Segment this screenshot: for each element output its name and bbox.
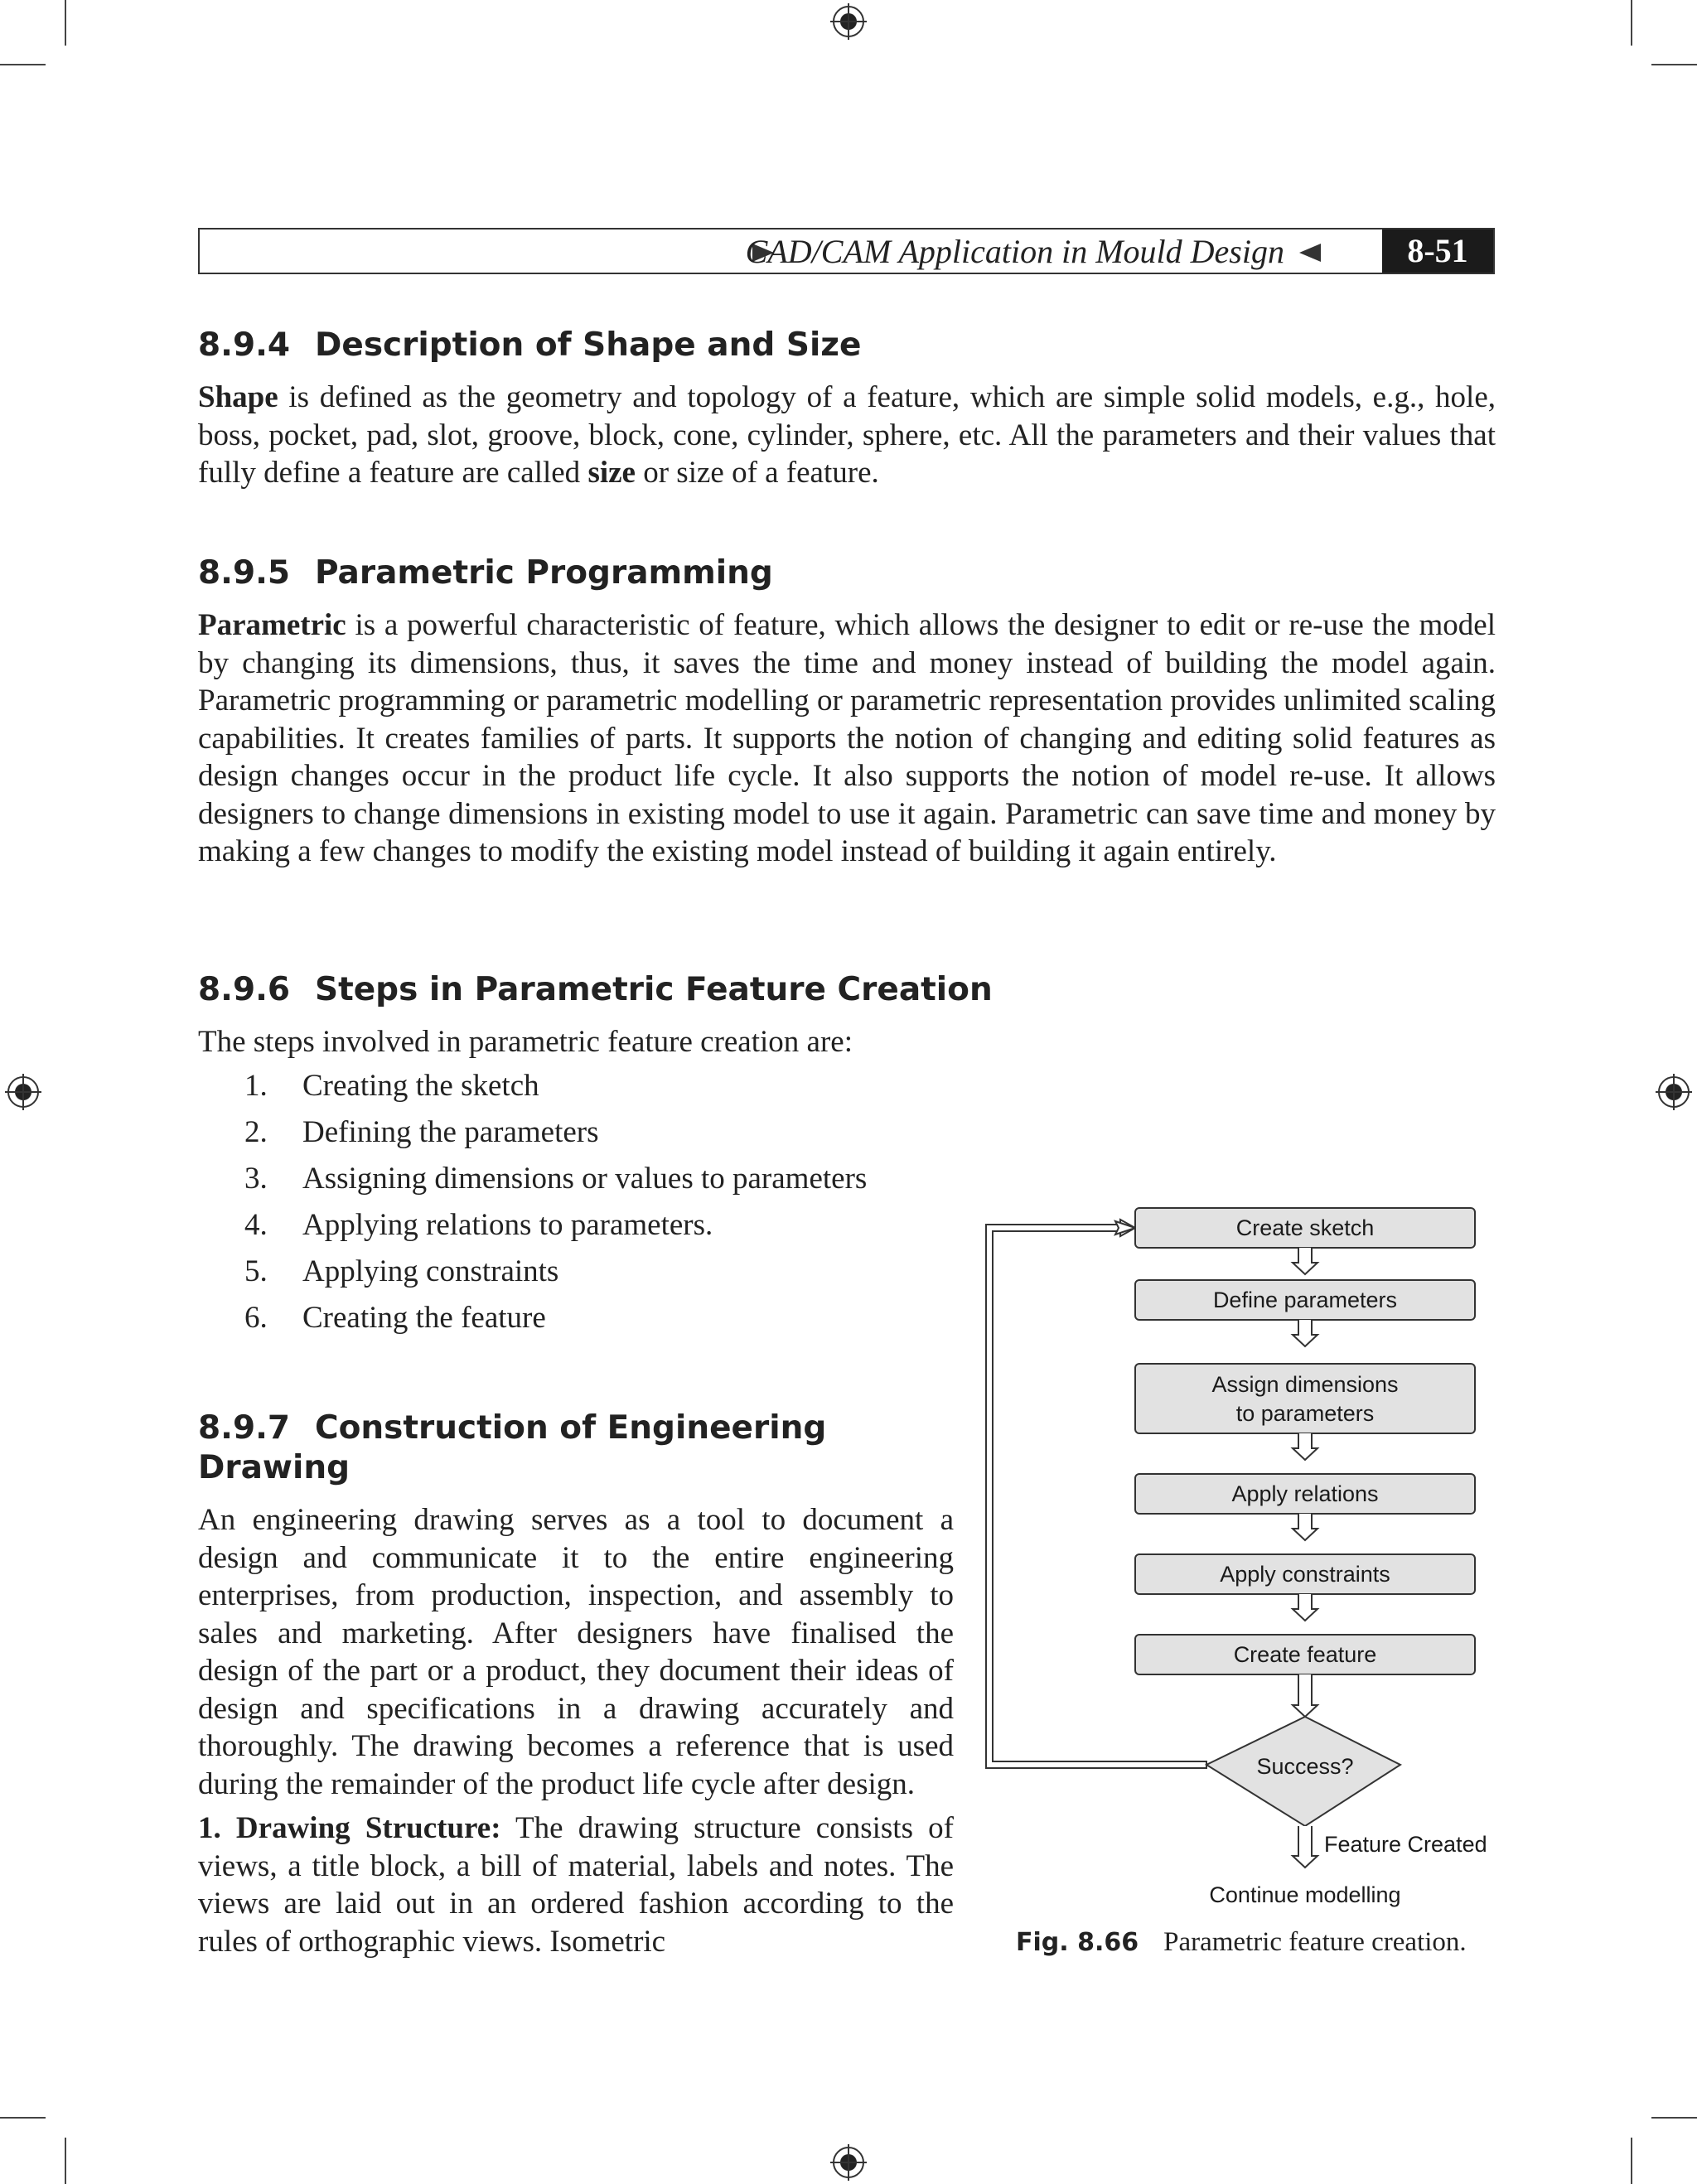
figure-caption-text: Parametric feature creation.: [1163, 1927, 1467, 1957]
paragraph-text: is defined as the geometry and topology of a feature, which are simple solid models, e.g., hole, boss, pocket, pad, slot, groove, block, cone, cylinder, sphere, etc. All the parameters and their values that fully define a feature are called: [198, 380, 1496, 490]
step-label: Define parameters: [1212, 1288, 1398, 1312]
crop-mark: [1631, 0, 1632, 46]
section-title: Description of Shape and Size: [315, 326, 862, 364]
flow-arrow: [1293, 1826, 1317, 1868]
list-item: [198, 1109, 1496, 1156]
section-8-9-5: [198, 553, 1496, 871]
section-8-9-4: [198, 326, 1496, 492]
step-label: Create sketch: [1235, 1215, 1375, 1240]
step-box-create-sketch: [1135, 1208, 1475, 1248]
list-number: 4.: [244, 1207, 268, 1242]
term-shape: Shape: [198, 380, 278, 414]
list-text: Defining the parameters: [302, 1114, 599, 1149]
list-text: Creating the sketch: [302, 1068, 539, 1103]
paragraph-text: The drawing structure consists of views, a title block, a bill of material, labels and notes. The views are laid out in an ordered fashion according to the rules of orthographic views. Isometric: [198, 1811, 954, 1959]
registration-mark-icon: [830, 3, 867, 40]
paragraph: [198, 379, 1496, 492]
section-8-9-7: [198, 1408, 954, 1960]
step-box-create-feature: [1135, 1635, 1475, 1674]
paragraph: [198, 1810, 954, 1960]
list-number: 6.: [244, 1300, 268, 1335]
list-text: Applying constraints: [302, 1254, 559, 1288]
list-text: Assigning dimensions or values to parameters: [302, 1161, 868, 1196]
drawing-structure-lead: 1. Drawing Structure:: [198, 1811, 501, 1845]
crop-mark: [65, 0, 66, 46]
paragraph-text: or size of a feature.: [635, 456, 879, 490]
flow-arrow: [1293, 1594, 1317, 1621]
step-label: Apply relations: [1231, 1481, 1379, 1506]
section-heading: [198, 326, 1496, 365]
step-label: Apply constraints: [1220, 1562, 1390, 1587]
steps-intro: The steps involved in parametric feature creation are:: [198, 1025, 853, 1059]
running-title: CAD/CAM Application in Mould Design: [745, 233, 1284, 270]
end-label: Continue modelling: [1209, 1882, 1401, 1907]
figure-8-66: [969, 1193, 1516, 1972]
running-header: [198, 228, 1495, 274]
term-size: size: [587, 456, 636, 490]
list-number: 5.: [244, 1254, 268, 1288]
flow-arrow: [1293, 1674, 1317, 1717]
step-label: Create feature: [1233, 1642, 1377, 1667]
flow-arrow: [1293, 1320, 1317, 1346]
section-number: 8.9.5: [198, 554, 291, 592]
paragraph: An engineering drawing serves as a tool to document a design and communicate it to the entire engineering enterprises, from production, inspection, and assembly to sales and marketing. After designers have finalised the design of the part or a product, they document their ideas of design and specifications in a drawing accurately and thoroughly. The drawing becomes a reference that is used during the remainder of the product life cycle after design.: [198, 1503, 954, 1801]
section-number: 8.9.7: [198, 1409, 291, 1447]
paragraph: [198, 606, 1496, 871]
step-label: to parameters: [1235, 1401, 1375, 1426]
list-text: Creating the feature: [302, 1300, 546, 1335]
crop-mark: [1631, 2138, 1632, 2184]
flow-arrow: [1293, 1248, 1317, 1274]
step-box-define-parameters: [1135, 1280, 1475, 1320]
section-number: 8.9.6: [198, 971, 291, 1008]
term-parametric: Parametric: [198, 608, 346, 642]
page-number: 8-51: [1382, 230, 1493, 273]
crop-mark: [0, 2117, 46, 2119]
section-heading: [198, 970, 1496, 1010]
section-number: 8.9.4: [198, 326, 291, 364]
step-box-assign-dimensions: [1135, 1364, 1475, 1433]
section-title: Parametric Programming: [315, 554, 773, 592]
registration-mark-icon: [1656, 1074, 1692, 1110]
section-title: Steps in Parametric Feature Creation: [315, 971, 993, 1008]
step-box-apply-relations: [1135, 1474, 1475, 1514]
section-heading: [198, 553, 1496, 593]
triangle-left-icon: [1299, 244, 1321, 262]
registration-mark-icon: [5, 1074, 41, 1110]
crop-mark: [1651, 64, 1697, 65]
registration-mark-icon: [830, 2144, 867, 2181]
crop-mark: [1651, 2117, 1697, 2119]
list-number: 3.: [244, 1161, 268, 1196]
list-number: 2.: [244, 1114, 268, 1149]
list-text: Applying relations to parameters.: [302, 1207, 713, 1242]
flowchart: [969, 1193, 1516, 1922]
decision-label: Success?: [1256, 1754, 1354, 1779]
crop-mark: [0, 64, 46, 65]
figure-label: Fig. 8.66: [1016, 1928, 1139, 1957]
crop-mark: [65, 2138, 66, 2184]
flow-arrow: [1293, 1433, 1317, 1460]
section-title: Construction of Engineering Drawing: [198, 1409, 827, 1486]
step-box-apply-constraints: [1135, 1554, 1475, 1594]
step-label: Assign dimensions: [1211, 1372, 1399, 1397]
list-item: [198, 1063, 1496, 1109]
yes-branch-label: Feature Created: [1324, 1832, 1487, 1857]
figure-caption: [1016, 1925, 1467, 1959]
section-heading: [198, 1408, 954, 1488]
decision-diamond: [1206, 1717, 1400, 1826]
list-number: 1.: [244, 1068, 268, 1103]
paragraph-text: is a powerful characteristic of feature, which allows the designer to edit or re-use the model by changing its dimensions, thus, it saves the time and money instead of building the model again. Parametric programming or parametric modelling or parametric representation provides unlimited scaling capabilities. It creates families of parts. It supports the notion of changing and editing solid features as design changes occur in the product life cycle. It also supports the notion of model re-use. It allows designers to change dimensions in existing model to use it again. Parametric can save time and money by making a few changes to modify the existing model instead of building it again entirely.: [198, 608, 1496, 868]
flow-arrow: [1293, 1514, 1317, 1540]
